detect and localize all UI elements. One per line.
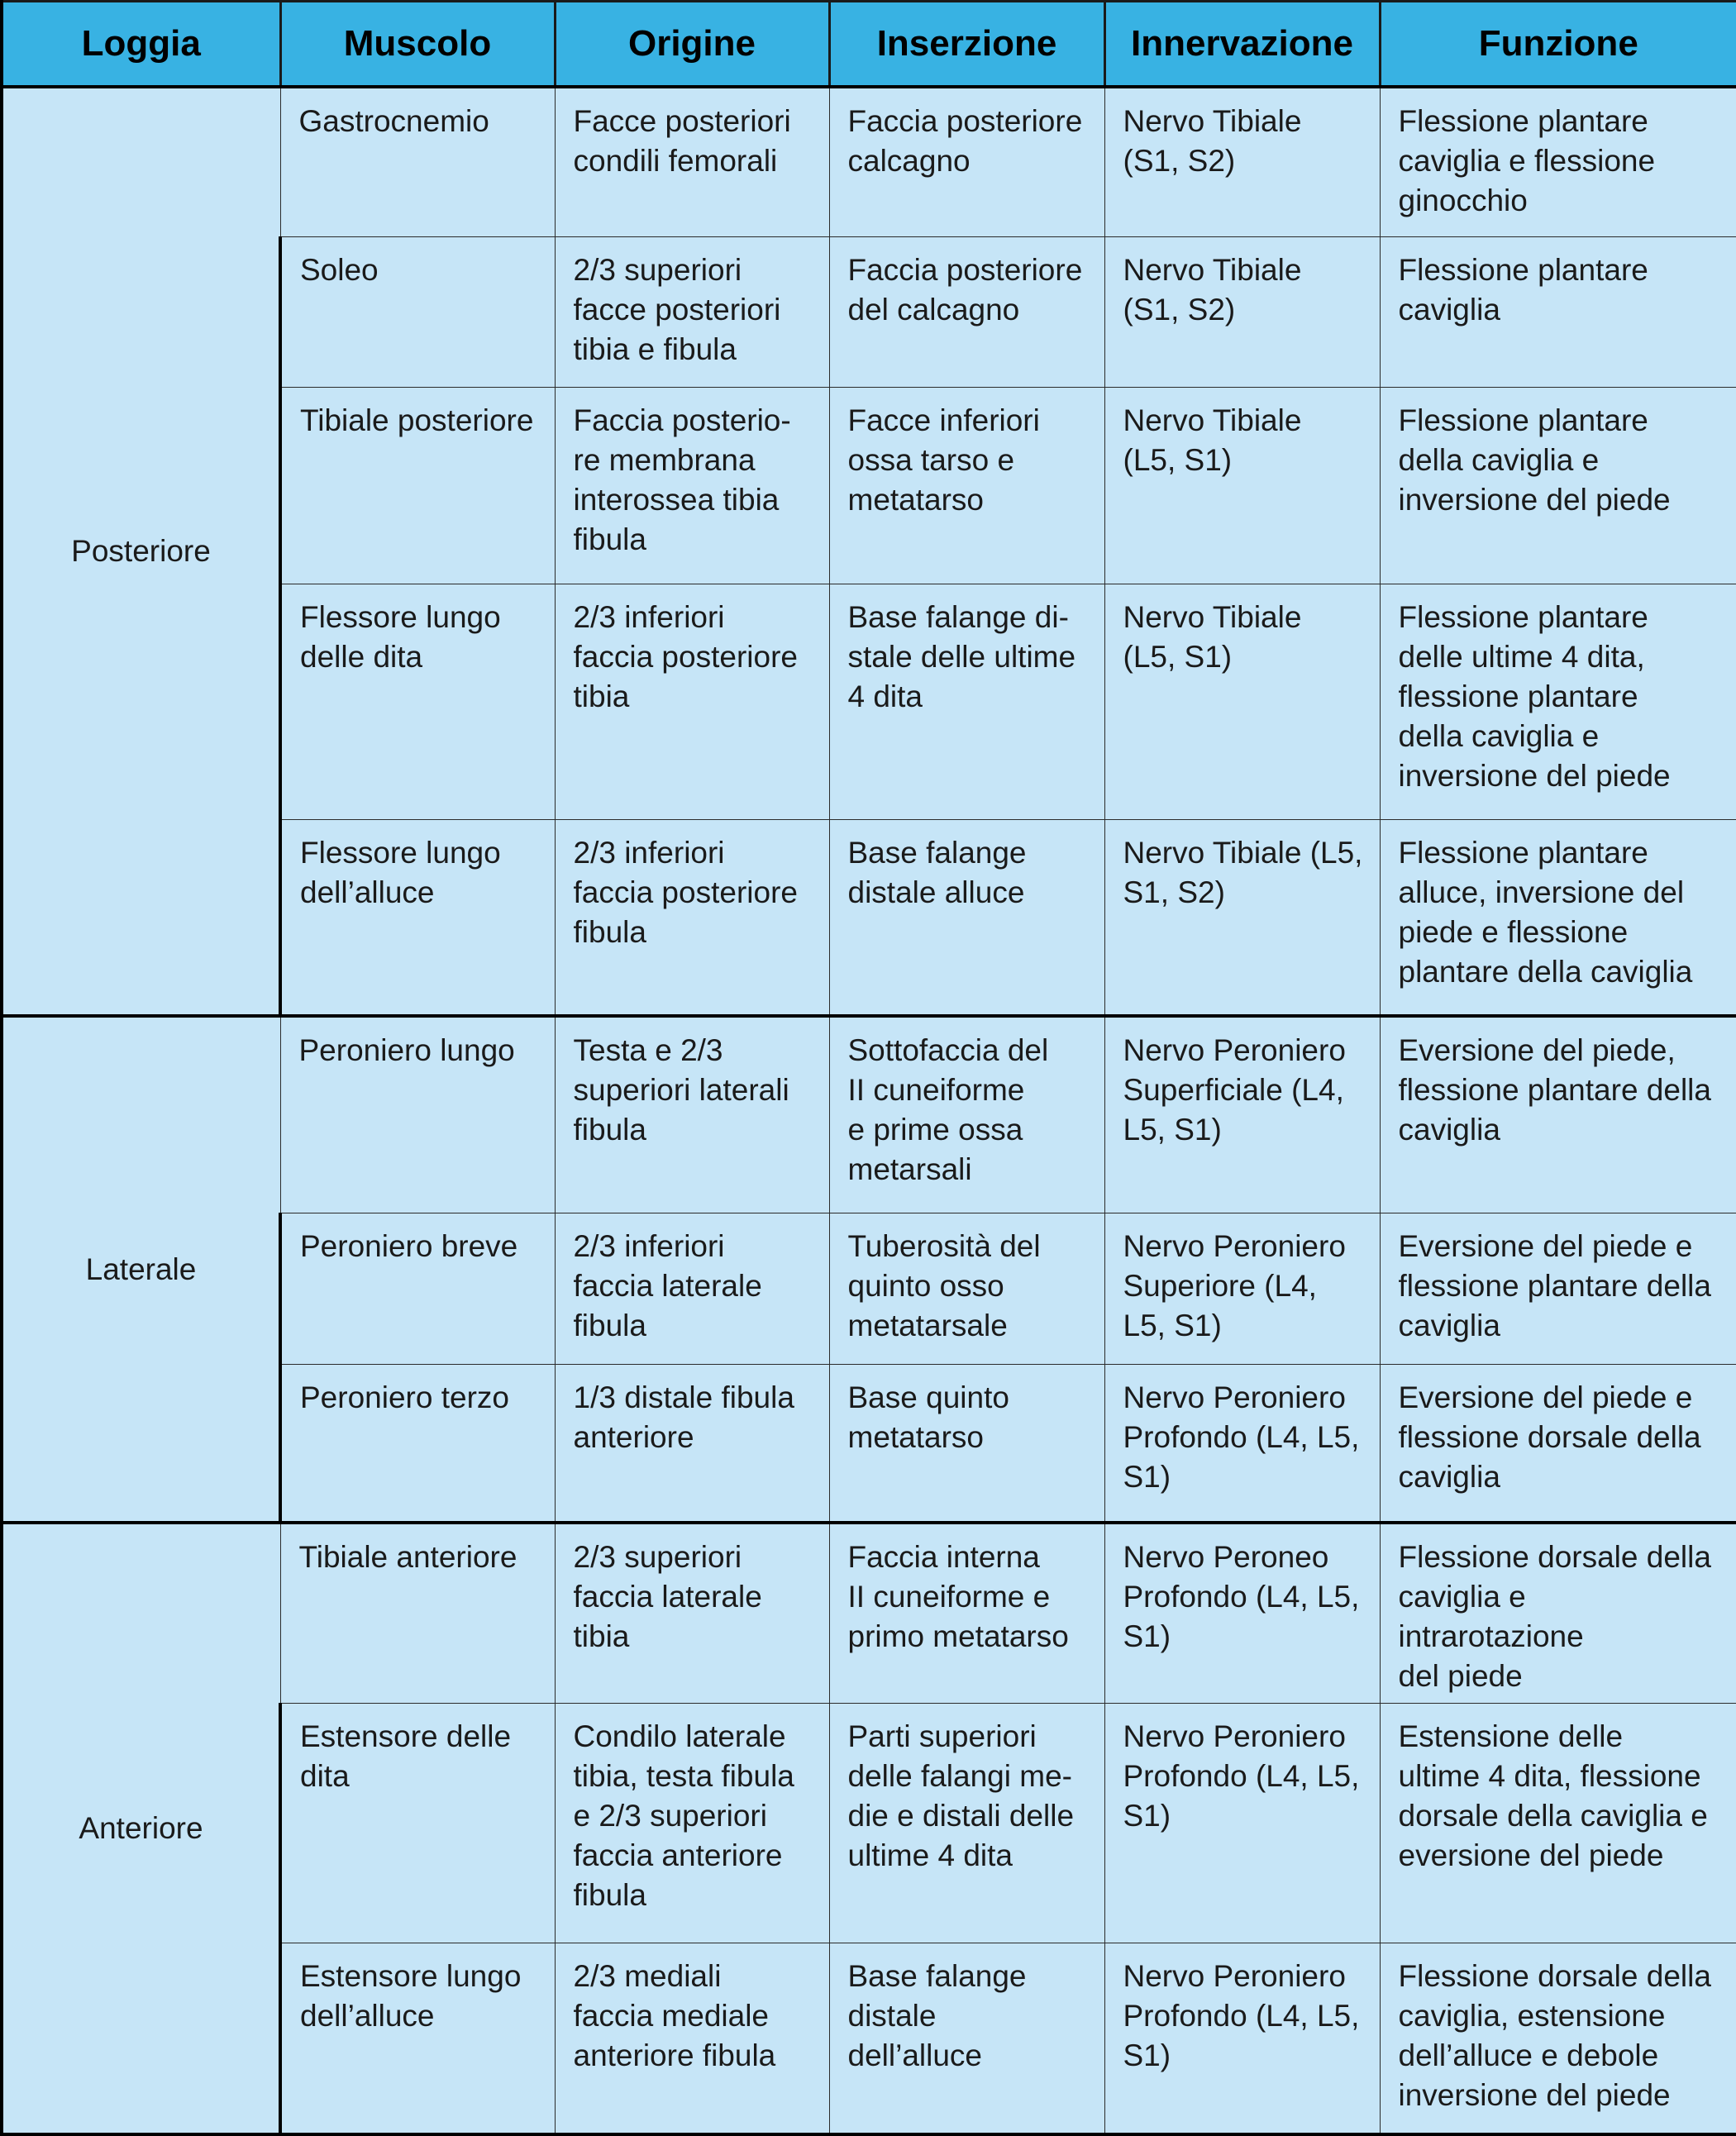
header-muscolo: Muscolo: [280, 2, 555, 88]
muscolo-cell: Flessore lungo delle dita: [280, 584, 555, 819]
funzione-cell: Flessione dorsale della caviglia e intrarotazione del piede: [1380, 1523, 1736, 1704]
loggia-cell: Posteriore: [2, 87, 280, 1016]
muscolo-cell: Gastrocnemio: [280, 87, 555, 236]
muscolo-cell: Estensore lungo dell’alluce: [280, 1943, 555, 2134]
table-row: [2, 1523, 1736, 1704]
funzione-cell: Flessione plantare delle ultime 4 dita, flessione plantare della caviglia e inversione del piede: [1380, 584, 1736, 819]
funzione-cell: Flessione plantare caviglia: [1380, 236, 1736, 387]
funzione-cell: Eversione del piede e flessione dorsale della caviglia: [1380, 1364, 1736, 1523]
muscolo-cell: Peroniero breve: [280, 1213, 555, 1364]
funzione-cell: Flessione plantare alluce, inversione del piede e flessione plantare della caviglia: [1380, 819, 1736, 1016]
innervazione-cell: Nervo Peroniero Profondo (L4, L5, S1): [1104, 1943, 1380, 2134]
muscolo-cell: Soleo: [280, 236, 555, 387]
origine-cell: Facce posteriori condili femorali: [555, 87, 829, 236]
inserzione-cell: Base falange distale dell’alluce: [829, 1943, 1104, 2134]
header-funzione: Funzione: [1380, 2, 1736, 88]
header-origine: Origine: [555, 2, 829, 88]
inserzione-cell: Faccia interna II cuneiforme e primo metatarso: [829, 1523, 1104, 1704]
muscolo-cell: Flessore lungo dell’alluce: [280, 819, 555, 1016]
inserzione-cell: Faccia posteriore calcagno: [829, 87, 1104, 236]
origine-cell: Condilo laterale tibia, testa fibula e 2/3 superiori faccia anteriore fibula: [555, 1704, 829, 1943]
muscolo-cell: Peroniero terzo: [280, 1364, 555, 1523]
funzione-cell: Flessione dorsale della caviglia, estensione dell’alluce e debole inversione del piede: [1380, 1943, 1736, 2134]
muscolo-cell: Estensore delle dita: [280, 1704, 555, 1943]
innervazione-cell: Nervo Tibiale (S1, S2): [1104, 87, 1380, 236]
funzione-cell: Flessione plantare della caviglia e inversione del piede: [1380, 387, 1736, 584]
funzione-cell: Estensione delle ultime 4 dita, flessione dorsale della caviglia e eversione del piede: [1380, 1704, 1736, 1943]
innervazione-cell: Nervo Tibiale (S1, S2): [1104, 236, 1380, 387]
origine-cell: 2/3 inferiori faccia posteriore fibula: [555, 819, 829, 1016]
inserzione-cell: Tuberosità del quinto osso metatarsale: [829, 1213, 1104, 1364]
header-loggia: Loggia: [2, 2, 280, 88]
inserzione-cell: Base falange di- stale delle ultime 4 dita: [829, 584, 1104, 819]
innervazione-cell: Nervo Peroniero Profondo (L4, L5, S1): [1104, 1364, 1380, 1523]
loggia-cell: Anteriore: [2, 1523, 280, 2134]
innervazione-cell: Nervo Tibiale (L5, S1, S2): [1104, 819, 1380, 1016]
muscolo-cell: Tibiale posteriore: [280, 387, 555, 584]
innervazione-cell: Nervo Peroniero Superiore (L4, L5, S1): [1104, 1213, 1380, 1364]
inserzione-cell: Faccia posteriore del calcagno: [829, 236, 1104, 387]
origine-cell: Faccia posterio- re membrana interossea tibia fibula: [555, 387, 829, 584]
origine-cell: 2/3 superiori faccia laterale tibia: [555, 1523, 829, 1704]
innervazione-cell: Nervo Tibiale (L5, S1): [1104, 584, 1380, 819]
innervazione-cell: Nervo Peroniero Profondo (L4, L5, S1): [1104, 1704, 1380, 1943]
origine-cell: 2/3 superiori facce posteriori tibia e fibula: [555, 236, 829, 387]
inserzione-cell: Parti superiori delle falangi me- die e distali delle ultime 4 dita: [829, 1704, 1104, 1943]
origine-cell: 2/3 mediali faccia mediale anteriore fibula: [555, 1943, 829, 2134]
funzione-cell: Flessione plantare caviglia e flessione ginocchio: [1380, 87, 1736, 236]
header-row: [2, 2, 1736, 88]
inserzione-cell: Facce inferiori ossa tarso e metatarso: [829, 387, 1104, 584]
innervazione-cell: Nervo Tibiale (L5, S1): [1104, 387, 1380, 584]
origine-cell: 1/3 distale fibula anteriore: [555, 1364, 829, 1523]
origine-cell: 2/3 inferiori faccia laterale fibula: [555, 1213, 829, 1364]
inserzione-cell: Sottofaccia del II cuneiforme e prime ossa metarsali: [829, 1016, 1104, 1213]
loggia-cell: Laterale: [2, 1016, 280, 1523]
inserzione-cell: Base falange distale alluce: [829, 819, 1104, 1016]
innervazione-cell: Nervo Peroniero Superficiale (L4, L5, S1): [1104, 1016, 1380, 1213]
funzione-cell: Eversione del piede, flessione plantare della caviglia: [1380, 1016, 1736, 1213]
header-inserzione: Inserzione: [829, 2, 1104, 88]
table-row: [2, 1016, 1736, 1213]
origine-cell: 2/3 inferiori faccia posteriore tibia: [555, 584, 829, 819]
header-innervazione: Innervazione: [1104, 2, 1380, 88]
innervazione-cell: Nervo Peroneo Profondo (L4, L5, S1): [1104, 1523, 1380, 1704]
muscolo-cell: Tibiale anteriore: [280, 1523, 555, 1704]
table-row: [2, 87, 1736, 236]
muscolo-cell: Peroniero lungo: [280, 1016, 555, 1213]
inserzione-cell: Base quinto metatarso: [829, 1364, 1104, 1523]
origine-cell: Testa e 2/3 superiori laterali fibula: [555, 1016, 829, 1213]
funzione-cell: Eversione del piede e flessione plantare della caviglia: [1380, 1213, 1736, 1364]
